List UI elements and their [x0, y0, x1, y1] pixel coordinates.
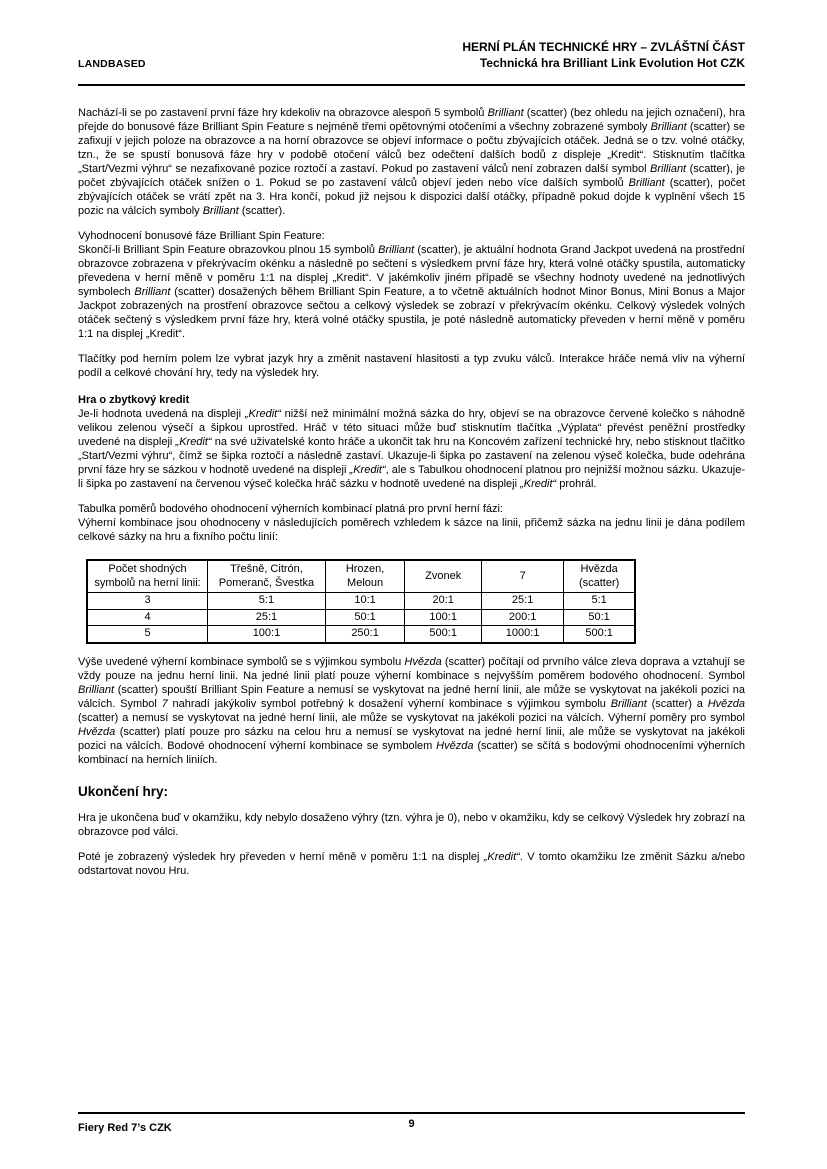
payout-cell: 3 [87, 593, 208, 610]
payout-cell: 50:1 [564, 609, 635, 626]
paragraph-residual-credit: Je-li hodnota uvedená na displeji „Kredit“ nižší než minimální možná sázka do hry, objeví se na obrazovce červené kolečko s náhodně velikou zelenou výsečí a šipkou uprostřed. Hráč v této situaci může buď stisknutím tlačítka „Výplata“ převést peněžní prostředky uvedené na displeji „Kredit“ na své uživatelské konto hráče a ukončit tak hru na Koncovém zařízení technické hry, nebo stisknout tlačítko „Start/Vezmi výhru“, čímž se šipka roztočí a následně zastaví. Ukazuje-li šipka po zastavení na zelenou výseč kolečka, bude odehrána první fáze hry se sázkou v hodnotě uvedené na displeji „Kredit“, ale s Tabulkou ohodnocení platnou pro nejnižší možnou sázku. Ukazuje-li šipka po zastavení na červenou výseč kolečka hráč sázku v hodnotě uvedené na displeji „Kredit“ prohrál. [78, 408, 746, 491]
footer-page-number: 9 [408, 1118, 415, 1130]
footer-game-name: Fiery Red 7’s CZK [78, 1122, 172, 1134]
payout-cell: 10:1 [325, 593, 404, 610]
header-landbased-label: LANDBASED [78, 58, 146, 71]
payout-column-header: Hrozen, Meloun [325, 560, 404, 593]
evaluation-text: Skončí-li Brilliant Spin Feature obrazovkou plnou 15 symbolů Brilliant (scatter), je aktuální hodnota Grand Jackpot uvedená na prostřední obrazovce zobrazena v překrývacím okénku a následně po sečtení s výsledkem první fáze hry, která volné otáčky spustila, automaticky převedena v herní měně v poměru 1:1 na displej „Kredit“. V jakémkoliv jiném případě se všechny hodnoty uvedené na jednotlivých symbolech Brilliant (scatter) dosažených během Brilliant Spin Feature, a to včetně aktuálních hodnot Minor Bonus, Mini Bonus a Major Jackpot zobrazených na prostření obrazovce sečtou a celkový výsledek se zobrazí v překrývacím okénku. Celkový výsledek volných otáček sečtený s výsledkem první fáze hry, která volné otáčky spustila, je poté následně automaticky převeden v herní měně v poměru 1:1 na displej „Kredit“. [78, 244, 746, 341]
payout-cell: 25:1 [208, 609, 326, 626]
payout-row [87, 593, 635, 610]
payout-cell: 100:1 [405, 609, 482, 626]
paragraph-game-end-1: Hra je ukončena buď v okamžiku, kdy nebylo dosaženo výhry (tzn. výhra je 0), nebo v okamžiku, kdy se celkový Výsledek hry zobrazí na obrazovce pod válci. [78, 811, 745, 838]
payout-cell: 5:1 [564, 593, 635, 610]
header-rule [78, 84, 745, 86]
payout-column-header: Zvonek [405, 560, 482, 593]
paragraph-table-intro [78, 502, 745, 544]
payout-cell: 5:1 [208, 593, 326, 610]
heading-residual-credit: Hra o zbytkový kredit [78, 394, 190, 407]
payout-cell: 1000:1 [482, 626, 564, 643]
payout-cell: 4 [87, 609, 208, 626]
payout-cell: 25:1 [482, 593, 564, 610]
payout-cell: 100:1 [208, 626, 326, 643]
payout-cell: 500:1 [564, 626, 635, 643]
heading-game-end: Ukončení hry: [78, 783, 169, 799]
payout-cell: 5 [87, 626, 208, 643]
page-footer [78, 1112, 745, 1136]
paragraph-bonus-phase: Nachází-li se po zastavení první fáze hry kdekoliv na obrazovce alespoň 5 symbolů Brilliant (scatter) (bez ohledu na jejich označení), hra přejde do bonusové fáze Brilliant Spin Feature s nejméně třemi opětovnými otočeními a všechny zobrazené symboly Brilliant (scatter) se zafixují v jejich poloze na obrazovce a na horní obrazovce se objeví informace o počtu zbývajících otáček. Jedná se o tzv. volné otáčky, tzn., že se spustí bonusová fáze hry v podobě otočení válců bez odečtení dalších bodů z displeje „Kredit“. Stisknutím tlačítka „Start/Vezmi výhru“ se nezafixované pozice roztočí a zastaví. Pokud po zastavení válců není zobrazen další symbol Brilliant (scatter), je počet zbývajících otáček snížen o 1. Pokud se po zastavení válců objeví jeden nebo více dalších symbolů Brilliant (scatter), počet zbývajících otáček se vrátí zpět na 3. Hra končí, pokud již nejsou k dispozici další otáčky, případně pokud dojde k vyplnění všech 15 pozic na válcích symboly Brilliant (scatter). [78, 107, 746, 218]
evaluation-title: Vyhodnocení bonusové fáze Brilliant Spin Feature: [78, 230, 325, 243]
payout-column-header: Třešně, Citrón, Pomeranč, Švestka [208, 560, 326, 593]
payout-row [87, 626, 635, 643]
paragraph-combinations-rules: Výše uvedené výherní kombinace symbolů se s výjimkou symbolu Hvězda (scatter) počítají od prvního válce zleva doprava a vztahují se vždy pouze na jednu herní linii. Na jedné linii platí pouze výherní kombinace s nejvyšším poměrem bodového ohodnocení. Symbol Brilliant (scatter) spouští Brilliant Spin Feature a nemusí se vyskytovat na jedné herní linii, ale může se vyskytovat na jakékoli pozici na válcích. Symbol 7 nahradí jakýkoliv symbol potřebný k dosažení výherní kombinace s výjimkou symbolu Brilliant (scatter) a Hvězda (scatter) a nemusí se vyskytovat na jedné herní linii, ale může se vyskytovat na jakékoli pozici na válcích. Výherní poměry pro symbol Hvězda (scatter) platí pouze pro sázku na celou hru a nemusí se vyskytovat na jedné herní linii, ale může se vyskytovat na jakékoli pozici na válcích. Bodové ohodnocení výherní kombinace se symbolem Hvězda (scatter) se sčítá s bodovými ohodnoceními výherních kombinací na herních liniích. [78, 655, 746, 766]
payout-cell: 500:1 [405, 626, 482, 643]
payout-column-header: Hvězda (scatter) [564, 560, 635, 593]
payout-column-header: 7 [482, 560, 564, 593]
page-header [78, 40, 745, 71]
payout-column-header: Počet shodných symbolů na herní linii: [87, 560, 208, 593]
header-title-line2: Technická hra Brilliant Link Evolution Hot CZK [479, 55, 745, 70]
payout-cell: 50:1 [325, 609, 404, 626]
payout-header-row [87, 560, 635, 593]
paragraph-evaluation [78, 229, 745, 341]
payout-cell: 20:1 [405, 593, 482, 610]
payout-cell: 200:1 [482, 609, 564, 626]
header-title-line1: HERNÍ PLÁN TECHNICKÉ HRY – ZVLÁŠTNÍ ČÁST [462, 40, 745, 54]
payout-table [86, 559, 636, 644]
header-title-block [462, 40, 745, 71]
paragraph-buttons-info: Tlačítky pod herním polem lze vybrat jazyk hry a změnit nastavení hlasitosti a typ zvuku válců. Interakce hráče nemá vliv na výherní podíl a celkové chování hry, tedy na výsledek hry. [78, 353, 745, 380]
payout-cell: 250:1 [325, 626, 404, 643]
table-intro-line1: Tabulka poměrů bodového ohodnocení výherních kombinací platná pro první herní fázi: [78, 503, 503, 516]
table-intro-line2: Výherní kombinace jsou ohodnoceny v následujících poměrech vzhledem k sázce na linii, přičemž sázka na jednu linii je dána podílem celkové sázky na hru a fixního počtu linií: [78, 517, 745, 544]
paragraph-game-end-2: Poté je zobrazený výsledek hry převeden v herní měně v poměru 1:1 na displej „Kredit“. V tomto okamžiku lze změnit Sázku a/nebo odstartovat novou Hru. [78, 850, 746, 877]
payout-row [87, 609, 635, 626]
